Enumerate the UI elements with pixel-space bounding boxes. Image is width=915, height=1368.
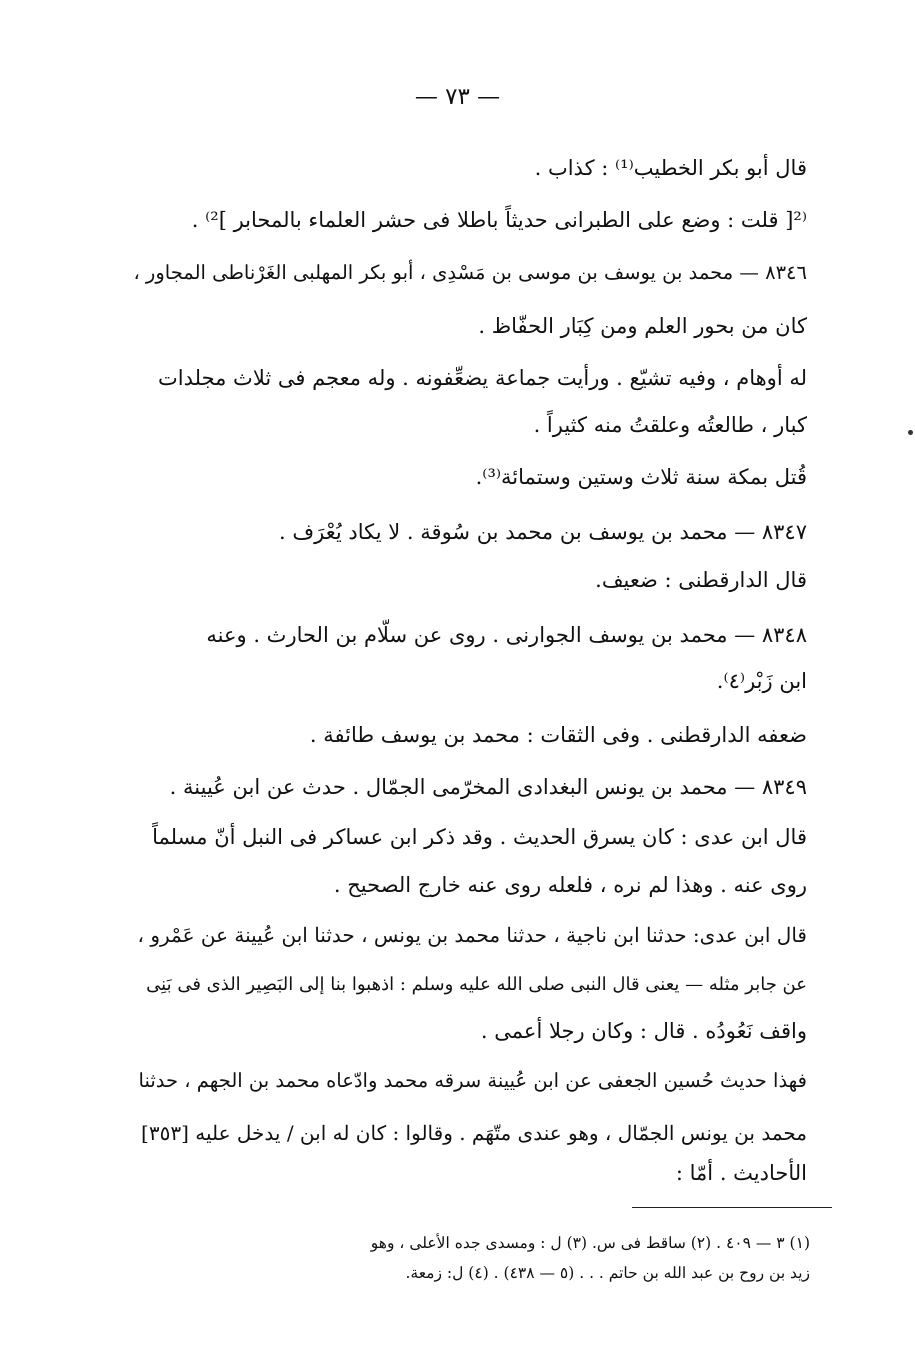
entry-heading: ٨٣٤٨ — محمد بن يوسف الجوارنى . روى عن سلّام بن الحارث . وعنه xyxy=(206,623,807,647)
footnote-line: (١) ٣ — ٤٠٩ . (٢) ساقط فى س. (٣) ل : ومسدى جده الأعلى ، وهو xyxy=(370,1234,810,1252)
entry-heading: ٨٣٤٦ — محمد بن يوسف بن موسى بن مَسْدِى ، أبو بكر المهلبى الغَرْناطى المجاور ، xyxy=(133,261,807,284)
text-line: كان من بحور العلم ومن كِبَار الحفّاظ . xyxy=(478,314,807,338)
text-line: واقف نَعُودُه . قال : وكان رجلا أعمى . xyxy=(480,1019,807,1043)
text-line: محمد بن يونس الجمّال ، وهو عندى متّهَم . وقالوا : كان له ابن / يدخل عليه [٣٥٣] xyxy=(141,1121,807,1145)
footnote-divider xyxy=(632,1207,832,1208)
entry-heading: ٨٣٤٩ — محمد بن يونس البغدادى المخرّمى الجمّال . حدث عن ابن عُيينة . xyxy=(169,775,807,799)
text-line: ⁽²[ قلت : وضع على الطبرانى حديثاً باطلا فى حشر العلماء بالمحابر ]²⁾ . xyxy=(191,208,807,232)
text-line: ابن زَبْر⁽٤⁾. xyxy=(716,669,807,693)
entry-heading: ٨٣٤٧ — محمد بن يوسف بن محمد بن سُوقة . لا يكاد يُعْرَف . xyxy=(279,520,807,544)
text-line: له أوهام ، وفيه تشيّع . ورأيت جماعة يضعِّفونه . وله معجم فى ثلاث مجلدات xyxy=(158,366,807,390)
text-line: قُتل بمكة سنة ثلاث وستين وستمائة⁽³⁾. xyxy=(475,465,807,489)
text-line: فهذا حديث حُسين الجعفى عن ابن عُيينة سرقه محمد وادّعاه محمد بن الجهم ، حدثنا xyxy=(138,1069,807,1092)
text-line: عن جابر مثله — يعنى قال النبى صلى الله عليه وسلم : اذهبوا بنا إلى البَصِير الذى فى بَنِى xyxy=(146,974,807,995)
text-line: الأحاديث . أمّا : xyxy=(675,1161,807,1185)
footnote-line: زيد بن روح بن عبد الله بن حاتم . . . (٥ — ٤٣٨) . (٤) ل: زمعة. xyxy=(405,1264,810,1282)
text-line: قال ابن عدى: حدثنا ابن ناجية ، حدثنا محمد بن يونس ، حدثنا ابن عُيينة عن عَمْرو ، xyxy=(137,923,807,947)
text-line: ضعفه الدارقطنى . وفى الثقات : محمد بن يوسف طائفة . xyxy=(309,723,807,747)
text-line: قال أبو بكر الخطيب⁽¹⁾ : كذاب . xyxy=(534,156,807,180)
text-line: قال الدارقطنى : ضعيف. xyxy=(595,568,807,592)
text-line: روى عنه . وهذا لم نره ، فلعله روى عنه خارج الصحيح . xyxy=(333,873,807,897)
page-number: — ٧٣ — xyxy=(414,84,501,110)
margin-mark xyxy=(908,430,913,435)
text-line: قال ابن عدى : كان يسرق الحديث . وقد ذكر ابن عساكر فى النبل أنّ مسلماً xyxy=(152,825,807,849)
text-line: كبار ، طالعتُه وعلقتُ منه كثيراً . xyxy=(533,413,807,437)
